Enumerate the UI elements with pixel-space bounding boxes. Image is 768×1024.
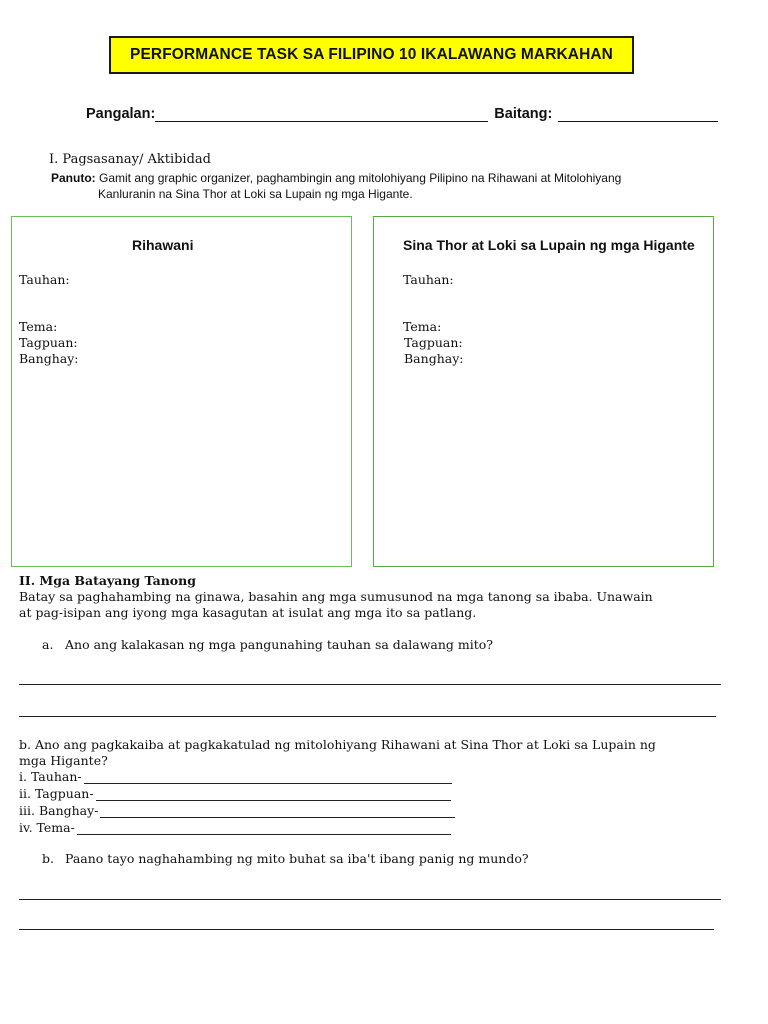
sub-item-tauhan-label: i. Tauhan- — [19, 769, 82, 784]
sub-item-banghay-label: iii. Banghay- — [19, 803, 99, 818]
organizer-left-title: Rihawani — [132, 237, 194, 253]
question-b-line2: mga Higante? — [19, 753, 108, 768]
sub-item-banghay-field[interactable] — [100, 806, 455, 818]
instructions — [51, 170, 691, 202]
sub-item-tauhan — [19, 769, 452, 784]
section1-heading: I. Pagsasanay/ Aktibidad — [49, 152, 211, 167]
organizer-right-title: Sina Thor at Loki sa Lupain ng mga Higante — [403, 237, 695, 253]
sub-item-tema — [19, 820, 451, 835]
name-grade-line — [86, 106, 718, 122]
answer-a-line-2[interactable] — [19, 716, 716, 717]
right-tauhan-label: Tauhan: — [403, 272, 454, 287]
name-field[interactable] — [155, 107, 488, 122]
left-tagpuan-label: Tagpuan: — [19, 335, 78, 350]
question-a-marker: a. — [42, 637, 54, 652]
question-a-text: Ano ang kalakasan ng mga pangunahing tauhan sa dalawang mito? — [65, 637, 493, 652]
sub-item-tagpuan-field[interactable] — [96, 789, 451, 801]
panuto-label: Panuto: — [51, 171, 96, 185]
right-banghay-label: Banghay: — [404, 351, 464, 366]
document-title: PERFORMANCE TASK SA FILIPINO 10 IKALAWANG MARKAHAN — [109, 36, 634, 74]
right-tagpuan-label: Tagpuan: — [404, 335, 463, 350]
panuto-line1: Gamit ang graphic organizer, paghambingin ang mitolohiyang Pilipino na Rihawani at Mitolohiyang — [99, 171, 622, 185]
answer-a-line-1[interactable] — [19, 684, 721, 685]
intro-line1: Batay sa paghahambing na ginawa, basahin ang mga sumusunod na mga tanong sa ibaba. Unawain — [19, 589, 653, 604]
answer-c-line-2[interactable] — [19, 929, 714, 930]
sub-item-tagpuan-label: ii. Tagpuan- — [19, 786, 94, 801]
grade-label: Baitang: — [494, 106, 553, 122]
left-tema-label: Tema: — [19, 319, 58, 334]
intro-line2: at pag-isipan ang iyong mga kasagutan at isulat ang mga ito sa patlang. — [19, 605, 477, 620]
panuto-line2: Kanluranin na Sina Thor at Loki sa Lupain ng mga Higante. — [98, 187, 413, 201]
left-tauhan-label: Tauhan: — [19, 272, 70, 287]
left-banghay-label: Banghay: — [19, 351, 79, 366]
section2-intro — [19, 589, 729, 621]
question-b-line1: b. Ano ang pagkakaiba at pagkakatulad ng mitolohiyang Rihawani at Sina Thor at Loki sa Lupain ng — [19, 737, 656, 752]
sub-item-tauhan-field[interactable] — [84, 772, 452, 784]
sub-item-banghay — [19, 803, 455, 818]
section2-heading: II. Mga Batayang Tanong — [19, 573, 196, 588]
organizer-rihawani-box[interactable] — [11, 216, 352, 567]
name-label: Pangalan: — [86, 106, 156, 122]
sub-item-tagpuan — [19, 786, 451, 801]
sub-item-tema-field[interactable] — [77, 823, 451, 835]
grade-field[interactable] — [558, 107, 718, 122]
question-c-text: Paano tayo naghahambing ng mito buhat sa iba't ibang panig ng mundo? — [65, 851, 529, 866]
right-tema-label: Tema: — [403, 319, 442, 334]
sub-item-tema-label: iv. Tema- — [19, 820, 75, 835]
organizer-thor-loki-box[interactable] — [373, 216, 714, 567]
question-c-marker: b. — [42, 851, 54, 866]
answer-c-line-1[interactable] — [19, 899, 721, 900]
